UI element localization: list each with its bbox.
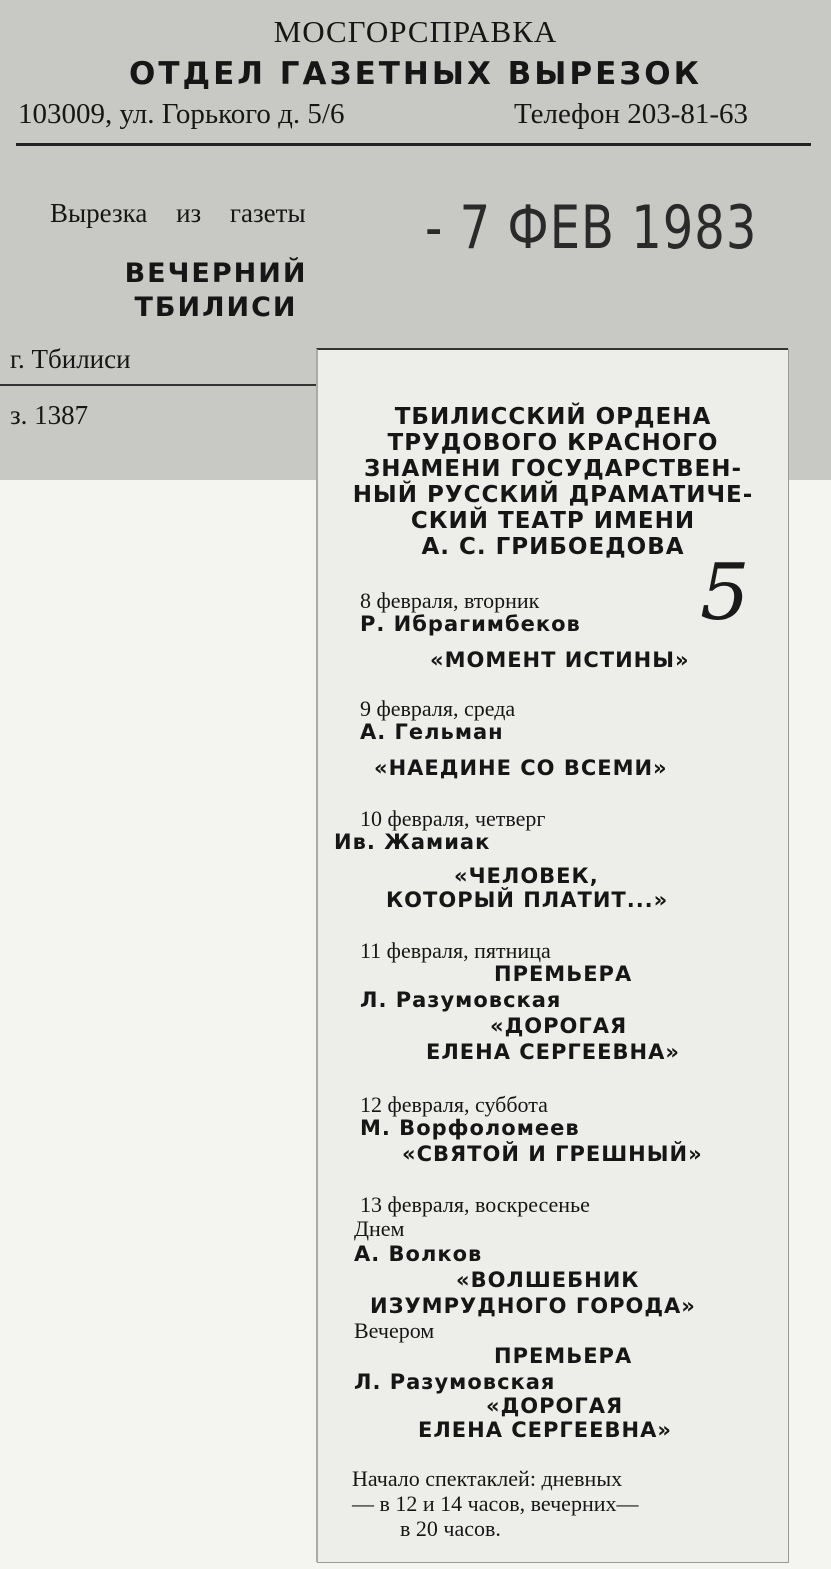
schedule-title: «ДОРОГАЯ: [486, 1394, 624, 1418]
phone: Телефон 203-81-63: [514, 98, 749, 130]
theatre-name-line: ТБИЛИССКИЙ ОРДЕНА: [394, 404, 712, 430]
theatre-name-line: НЫЙ РУССКИЙ ДРАМАТИЧЕ-: [352, 482, 754, 508]
schedule-title: «ЧЕЛОВЕК,: [454, 864, 599, 888]
schedule-author: Р. Ибрагимбеков: [360, 612, 581, 636]
schedule-author: А. Волков: [354, 1242, 483, 1266]
city-divider: [0, 384, 330, 386]
schedule-day: 11 февраля, пятница: [360, 938, 551, 963]
header-divider: [16, 143, 811, 146]
schedule-author: Л. Разумовская: [360, 988, 562, 1012]
city: г. Тбилиси: [10, 344, 131, 374]
performance-times-note: [352, 1466, 782, 1541]
clipping-label: Вырезка из газеты: [50, 198, 306, 228]
schedule-title: «НАЕДИНЕ СО ВСЕМИ»: [374, 756, 668, 780]
premiere-note: ПРЕМЬЕРА: [494, 962, 633, 986]
schedule-author: Ив. Жамиак: [334, 830, 491, 854]
agency-name: МОСГОРСПРАВКА: [273, 14, 558, 49]
theatre-name-line: СКИЙ ТЕАТР ИМЕНИ: [410, 508, 696, 534]
schedule-time: Днем: [354, 1216, 405, 1241]
address: 103009, ул. Горького д. 5/6: [18, 98, 345, 130]
schedule-day: 9 февраля, среда: [360, 696, 516, 721]
schedule-title: «ДОРОГАЯ: [490, 1014, 628, 1038]
handwritten-mark: 5: [700, 548, 750, 638]
schedule-title: «ВОЛШЕБНИК: [456, 1268, 640, 1292]
schedule-title: ЕЛЕНА СЕРГЕЕВНА»: [418, 1418, 672, 1442]
footer-line: в 20 часов.: [400, 1516, 501, 1541]
date-stamp: - 7 ФЕВ 1983: [425, 193, 758, 263]
premiere-note: ПРЕМЬЕРА: [494, 1344, 633, 1368]
schedule-title: «СВЯТОЙ И ГРЕШНЫЙ»: [402, 1142, 703, 1166]
schedule-day: 8 февраля, вторник: [360, 588, 540, 613]
footer-line: — в 12 и 14 часов, вечерних—: [352, 1491, 639, 1516]
schedule-title: КОТОРЫЙ ПЛАТИТ...»: [386, 888, 669, 912]
schedule-day: 12 февраля, суббота: [360, 1092, 548, 1117]
schedule-author: М. Ворфоломеев: [360, 1116, 580, 1140]
newspaper-clipping: [316, 348, 788, 1562]
theatre-name-line: ТРУДОВОГО КРАСНОГО: [387, 430, 719, 456]
schedule-title: ЕЛЕНА СЕРГЕЕВНА»: [426, 1040, 680, 1064]
order-number: з. 1387: [10, 400, 89, 430]
schedule-time: Вечером: [354, 1318, 435, 1343]
department-name: ОТДЕЛ ГАЗЕТНЫХ ВЫРЕЗОК: [128, 56, 703, 92]
theatre-name-line: А. С. ГРИБОЕДОВА: [421, 534, 685, 560]
footer-line: Начало спектаклей: дневных: [352, 1466, 623, 1491]
schedule-author: Л. Разумовская: [354, 1370, 556, 1394]
newspaper-name-line1: ВЕЧЕРНИЙ: [124, 258, 308, 289]
schedule-title: ИЗУМРУДНОГО ГОРОДА»: [370, 1294, 696, 1318]
schedule-day: 10 февраля, четверг: [360, 806, 546, 831]
schedule-author: А. Гельман: [360, 720, 504, 744]
schedule-title: «МОМЕНТ ИСТИНЫ»: [430, 648, 690, 672]
theatre-name-line: ЗНАМЕНИ ГОСУДАРСТВЕН-: [363, 456, 743, 482]
schedule-day: 13 февраля, воскресенье: [360, 1192, 590, 1217]
newspaper-name-line2: ТБИЛИСИ: [134, 292, 298, 323]
